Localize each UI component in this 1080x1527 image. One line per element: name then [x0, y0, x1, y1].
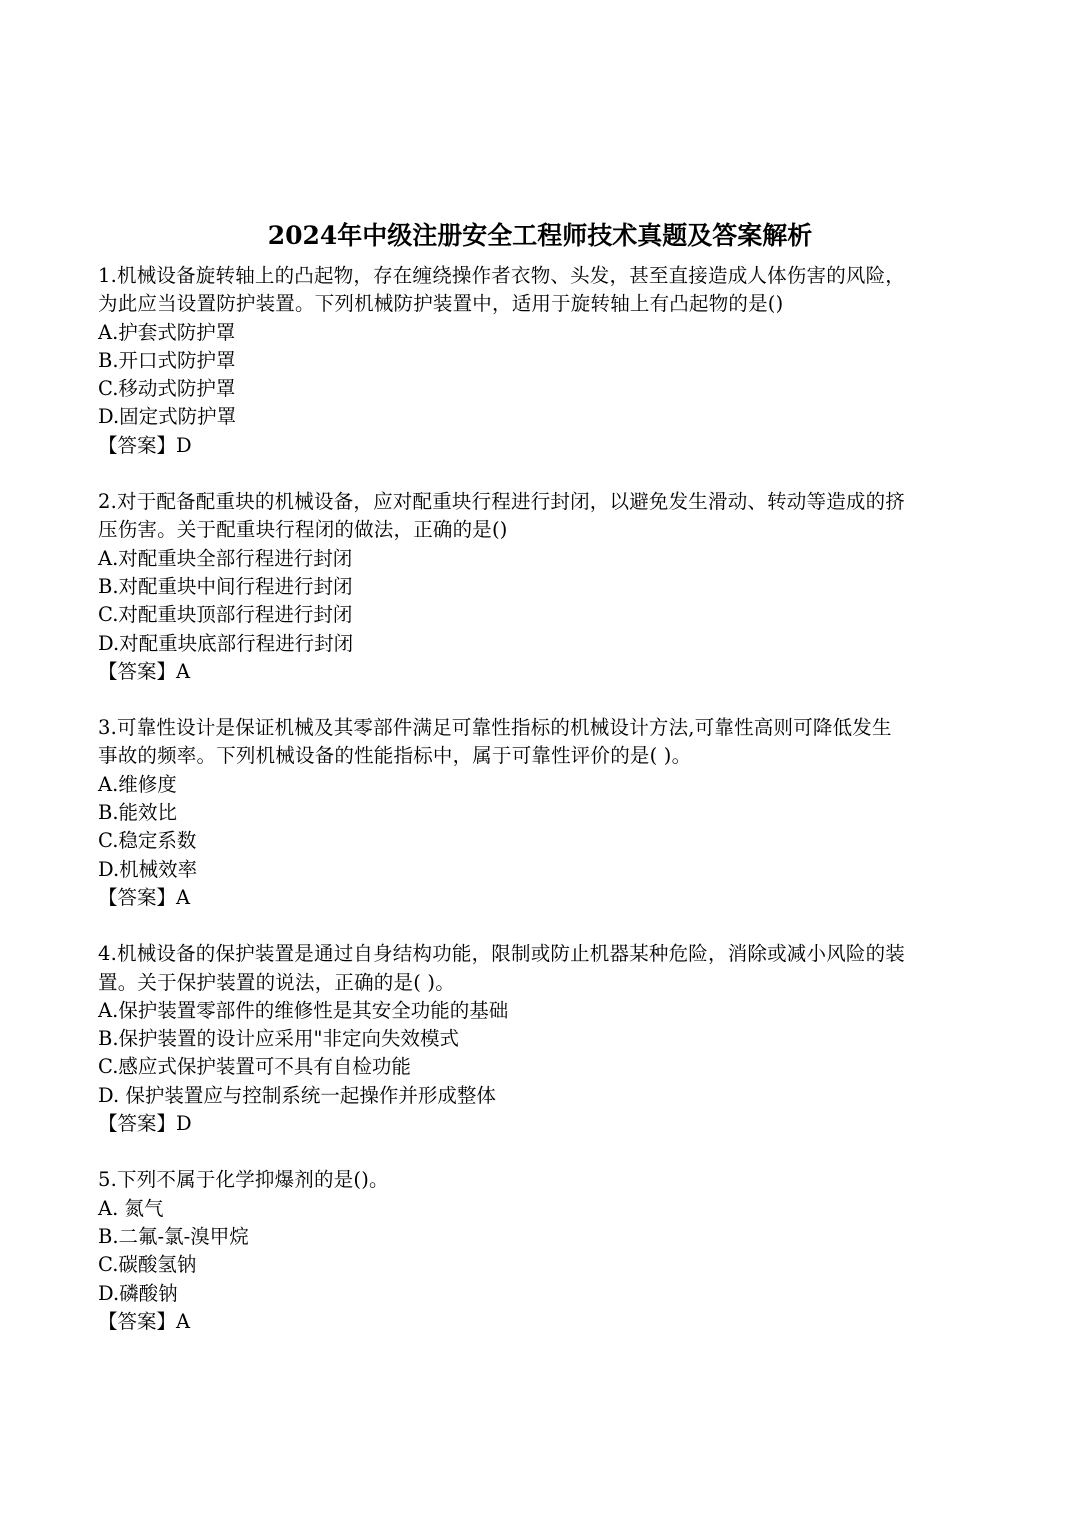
- answer: 【答案】A: [98, 1309, 191, 1333]
- option-c: C.对配重块顶部行程进行封闭: [98, 603, 353, 627]
- answer: 【答案】D: [98, 433, 192, 457]
- stem-line: 置。关于保护装置的说法，正确的是( )。: [98, 970, 455, 994]
- option-a: A.保护装置零部件的维修性是其安全功能的基础: [98, 998, 509, 1022]
- option-b: B.保护装置的设计应采用"非定向失效模式: [98, 1027, 459, 1051]
- option-a: A. 氮气: [98, 1196, 164, 1220]
- option-b: B.能效比: [98, 801, 178, 825]
- stem-line: 压伤害。关于配重块行程闭的做法，正确的是(): [98, 518, 508, 542]
- option-c: C.移动式防护罩: [98, 377, 236, 401]
- answer: 【答案】A: [98, 659, 191, 683]
- question-stem: [98, 262, 988, 319]
- question-stem: [98, 714, 988, 771]
- option-a: A.护套式防护罩: [98, 320, 236, 344]
- question-3: [98, 714, 988, 912]
- answer: 【答案】D: [98, 1112, 192, 1136]
- option-b: B.对配重块中间行程进行封闭: [98, 574, 353, 598]
- question-5: [98, 1166, 988, 1336]
- stem-line: 5.下列不属于化学抑爆剂的是()。: [98, 1168, 389, 1192]
- question-2: [98, 488, 988, 686]
- option-d: D.对配重块底部行程进行封闭: [98, 631, 354, 655]
- document-title: 2024年中级注册安全工程师技术真题及答案解析: [267, 221, 813, 250]
- answer: 【答案】A: [98, 885, 191, 909]
- option-b: B.二氟-氯-溴甲烷: [98, 1224, 249, 1248]
- option-b: B.开口式防护罩: [98, 348, 236, 372]
- option-c: C.碳酸氢钠: [98, 1253, 197, 1277]
- option-d: D.磷酸钠: [98, 1281, 178, 1305]
- stem-line: 1.机械设备旋转轴上的凸起物，存在缠绕操作者衣物、头发，甚至直接造成人体伤害的风险，: [98, 264, 906, 287]
- option-a: A.对配重块全部行程进行封闭: [98, 546, 353, 570]
- question-stem: [98, 1166, 988, 1194]
- stem-line: 3.可靠性设计是保证机械及其零部件满足可靠性指标的机械设计方法,可靠性高则可降低发生: [98, 716, 892, 740]
- option-d: D.固定式防护罩: [98, 405, 237, 429]
- question-list: [98, 262, 988, 1364]
- stem-line: 事故的频率。下列机械设备的性能指标中，属于可靠性评价的是( )。: [98, 744, 692, 768]
- option-c: C.稳定系数: [98, 829, 197, 853]
- stem-line: 2.对于配备配重块的机械设备，应对配重块行程进行封闭，以避免发生滑动、转动等造成的挤: [98, 490, 906, 514]
- option-d: D. 保护装置应与控制系统一起操作并形成整体: [98, 1083, 496, 1107]
- question-stem: [98, 940, 988, 997]
- question-4: [98, 940, 988, 1138]
- question-1: [98, 262, 988, 460]
- stem-line: 为此应当设置防护装置。下列机械防护装置中，适用于旋转轴上有凸起物的是(): [98, 292, 784, 316]
- question-stem: [98, 488, 988, 545]
- option-a: A.维修度: [98, 772, 177, 796]
- stem-line: 4.机械设备的保护装置是通过自身结构功能，限制或防止机器某种危险，消除或减小风险的装: [98, 942, 906, 966]
- option-c: C.感应式保护装置可不具有自检功能: [98, 1055, 411, 1079]
- option-d: D.机械效率: [98, 857, 198, 881]
